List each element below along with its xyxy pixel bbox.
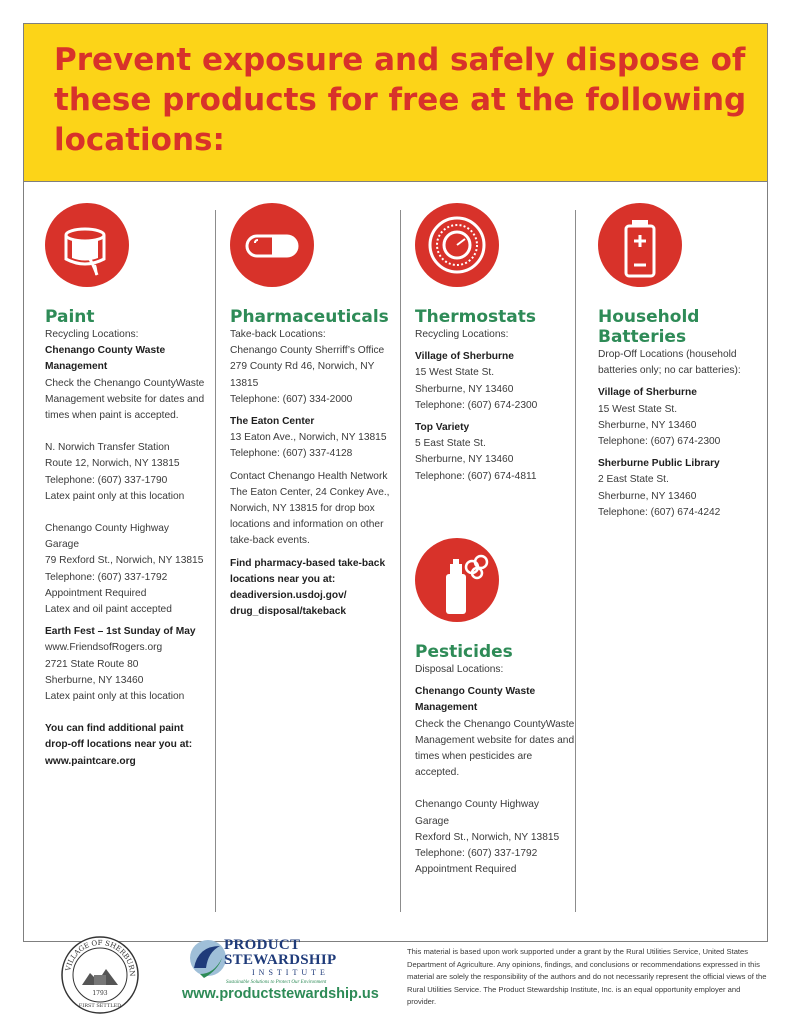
paint-can-icon — [45, 203, 129, 287]
location-detail: Recycling Locations: — [45, 329, 139, 340]
column-divider — [400, 210, 401, 912]
location-detail: 5 East State St. — [415, 438, 486, 450]
location-detail: Telephone: (607) 337-4128 — [230, 448, 353, 460]
location-detail: Telephone: (607) 334-2000 — [230, 393, 353, 405]
location-heading: Village of Sherburne — [415, 351, 514, 363]
thermostats-column — [415, 203, 570, 485]
location-detail: Appointment Required — [45, 587, 147, 599]
location-detail: Latex paint only at this location — [45, 691, 185, 703]
location-detail: Sherburne, NY 13460 — [598, 419, 697, 431]
location-detail: 2 East State St. — [598, 474, 669, 486]
location-detail: Route 12, Norwich, NY 13815 — [45, 458, 180, 470]
psi-name-line1: PRODUCT — [224, 937, 301, 953]
location-heading: The Eaton Center — [230, 416, 315, 428]
location-detail: Telephone: (607) 674-4811 — [415, 470, 537, 482]
pesticides-column — [415, 538, 575, 878]
location-detail: Appointment Required — [415, 864, 517, 876]
psi-url[interactable]: www.productstewardship.us — [182, 986, 379, 1002]
location-detail: Latex and oil paint accepted — [45, 604, 172, 616]
location-detail: Sherburne, NY 13460 — [45, 674, 144, 686]
spacer — [45, 424, 205, 440]
location-detail: www.FriendsofRogers.org — [45, 642, 163, 654]
paint-title: Paint — [45, 307, 95, 327]
location-detail: Telephone: (607) 337-1790 — [45, 474, 168, 486]
psi-swirl-icon — [184, 934, 228, 982]
disclaimer-text: This material is based upon work supported under a grant by the Rural Utilities Service, United States Department of Agriculture. Any opinions, findings, and conclusions or recommendations expressed in this material are solely the responsibility of the authors and do not necessarily represent the official views of the Rural Utilities Service. The Product Stewardship Institute, Inc. is an equal opportunity employer and provider. — [407, 947, 767, 1007]
thermostats-title: Thermostats — [415, 307, 536, 327]
location-heading: Village of Sherburne — [598, 387, 697, 399]
pharmaceuticals-details — [230, 327, 390, 620]
location-heading: Find pharmacy-based take-back locations near you at: deadiversion.usdoj.gov/ drug_disposal/takeback — [230, 557, 386, 618]
pill-capsule-icon — [230, 203, 314, 287]
location-detail: Chenango County Highway Garage — [415, 799, 540, 827]
location-detail: Latex paint only at this location — [45, 490, 185, 502]
location-detail: 15 West State St. — [415, 367, 495, 379]
seal-year: 1793 — [92, 990, 108, 997]
thermostats-details — [415, 327, 570, 485]
pharmaceuticals-column — [230, 203, 390, 620]
location-detail: Drop-Off Locations (household batteries only; no car batteries): — [598, 349, 741, 377]
location-detail: Chenango County Highway Garage — [45, 523, 170, 551]
location-detail: Check the Chenango CountyWaste Management website for dates and times when paint is accepted. — [45, 377, 205, 422]
location-detail: Rexford St., Norwich, NY 13815 — [415, 831, 560, 843]
batteries-column — [598, 203, 758, 521]
location-detail: Contact Chenango Health Network The Eaton Center, 24 Conkey Ave., Norwich, NY 13815 for drop box locations and information on other take-back events. — [230, 470, 390, 547]
seal-bottom-text: FIRST SETTLED — [78, 1003, 122, 1009]
pesticides-details — [415, 662, 575, 878]
location-heading: Chenango County Waste Management — [45, 345, 166, 373]
pharmaceuticals-title: Pharmaceuticals — [230, 307, 389, 327]
batteries-details — [598, 347, 758, 521]
paint-details — [45, 327, 205, 770]
location-detail: Sherburne, NY 13460 — [598, 490, 697, 502]
spray-can-icon — [415, 538, 499, 622]
spacer — [45, 705, 205, 721]
psi-logo — [182, 934, 392, 1020]
location-heading: Sherburne Public Library — [598, 458, 720, 470]
location-detail: 15 West State St. — [598, 403, 678, 415]
pesticides-title: Pesticides — [415, 642, 513, 662]
location-detail: Check the Chenango CountyWaste Management website for dates and times when pesticides are accepted. — [415, 718, 575, 779]
location-heading: Top Variety — [415, 422, 470, 434]
psi-institute: INSTITUTE — [252, 968, 329, 977]
location-detail: Telephone: (607) 674-2300 — [598, 436, 721, 448]
header-banner — [24, 24, 767, 182]
location-heading: Chenango County Waste Management — [415, 686, 536, 714]
location-detail: Sherburne, NY 13460 — [415, 454, 514, 466]
location-detail: N. Norwich Transfer Station — [45, 442, 170, 454]
battery-icon — [598, 203, 682, 287]
page-title: Prevent exposure and safely dispose of these products for free at the following locations: — [54, 42, 747, 158]
village-seal-logo — [60, 935, 140, 1015]
location-detail: Telephone: (607) 337-1792 — [415, 848, 538, 860]
thermostat-icon — [415, 203, 499, 287]
column-divider — [575, 210, 576, 912]
location-detail: Telephone: (607) 674-4242 — [598, 506, 721, 518]
location-detail: 79 Rexford St., Norwich, NY 13815 — [45, 555, 204, 567]
location-detail: 13 Eaton Ave., Norwich, NY 13815 — [230, 432, 387, 444]
location-detail: 2721 State Route 80 — [45, 658, 139, 670]
paint-column — [45, 203, 205, 770]
location-heading: Earth Fest – 1st Sunday of May — [45, 626, 196, 638]
spacer — [45, 505, 205, 521]
location-detail: Disposal Locations: — [415, 664, 504, 675]
spacer — [415, 781, 575, 797]
batteries-title: Household Batteries — [598, 307, 700, 347]
location-detail: Recycling Locations: — [415, 329, 509, 340]
location-detail: Telephone: (607) 674-2300 — [415, 399, 538, 411]
location-detail: 279 County Rd 46, Norwich, NY 13815 — [230, 361, 375, 389]
location-heading: You can find additional paint drop-off locations near you at: www.paintcare.org — [45, 723, 193, 767]
psi-tagline: Sustainable Solutions to Protect Our Environment — [226, 980, 327, 985]
psi-name-line2: STEWARDSHIP — [224, 952, 337, 968]
seal-text: VILLAGE OF SHERBURN — [64, 938, 137, 977]
location-detail: Chenango County Sherriff’s Office — [230, 345, 385, 357]
location-detail: Take-back Locations: — [230, 329, 326, 340]
column-divider — [215, 210, 216, 912]
location-detail: Sherburne, NY 13460 — [415, 383, 514, 395]
location-detail: Telephone: (607) 337-1792 — [45, 571, 168, 583]
